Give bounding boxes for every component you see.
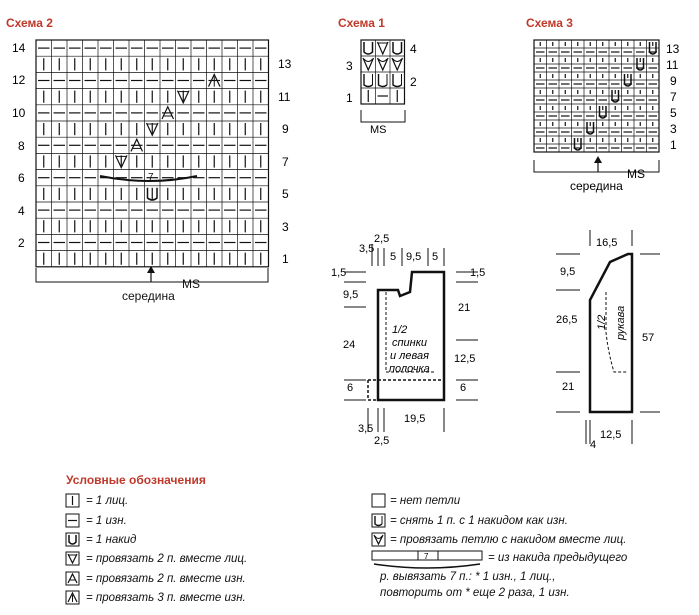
s1-row-2: 2 <box>410 75 417 89</box>
s2-row-13: 13 <box>278 57 292 71</box>
scheme2-grid <box>36 40 269 267</box>
sleeve-dim-top: 16,5 <box>596 237 618 249</box>
legend-p2tog-text: = провязать 2 п. вместе изн. <box>86 573 246 585</box>
s1-bracket <box>361 110 405 122</box>
s3-row-11: 11 <box>666 58 679 72</box>
s2-row-9: 9 <box>282 122 289 136</box>
s2-row-6: 6 <box>18 171 25 185</box>
legend-title: Условные обозначения <box>66 473 206 487</box>
legend-knit-text: = 1 лиц. <box>86 495 129 507</box>
scheme2-bracket <box>36 266 268 303</box>
s2-ms-label: MS <box>182 277 200 291</box>
scheme1-title: Схема 1 <box>338 16 385 30</box>
s3-row-1: 1 <box>670 138 677 152</box>
legend-special-line3: повторить от * еще 2 раза, 1 изн. <box>380 587 570 599</box>
s2-row-12: 12 <box>12 73 26 87</box>
sleeve-label-2: рукава <box>615 305 627 340</box>
legend-no-stitch-text: = нет петли <box>390 495 461 507</box>
back-dim-bottom-3-5: 3,5 <box>358 423 374 435</box>
s2-row-14: 14 <box>12 41 26 55</box>
s2-row-8: 8 <box>18 139 25 153</box>
back-dim-bottom-2-5: 2,5 <box>374 435 390 447</box>
back-dim-top-9-5: 9,5 <box>406 251 422 263</box>
sleeve-dim-left-26-5: 26,5 <box>556 314 578 326</box>
scheme3-grid <box>534 40 659 152</box>
legend-special-arc <box>374 564 480 568</box>
s2-row-1: 1 <box>282 252 289 266</box>
sleeve-label-1: 1/2 <box>596 314 608 330</box>
back-dim-left-24: 24 <box>343 339 356 351</box>
back-label-2: спинки <box>392 337 428 349</box>
legend-k2tog-text: = провязать 2 п. вместе лиц. <box>86 553 248 565</box>
back-label-3: и левая <box>390 350 429 362</box>
scheme2-row-labels-right <box>278 57 292 266</box>
sleeve-pattern <box>556 230 660 451</box>
s1-row-4: 4 <box>410 42 417 56</box>
s2-row-7: 7 <box>282 155 289 169</box>
legend-icons-right <box>372 494 385 546</box>
legend-icons-left <box>66 494 79 604</box>
scheme3-row-labels <box>666 42 680 152</box>
back-dim-top-5a: 5 <box>390 251 397 263</box>
sleeve-dim-left-9-5: 9,5 <box>560 266 576 278</box>
legend-slip-text: = снять 1 п. с 1 накидом как изн. <box>390 515 568 527</box>
sleeve-dim-bottom-4: 4 <box>590 439 597 451</box>
legend-empty-icon <box>372 494 385 507</box>
legend-special-num: 7 <box>424 552 429 561</box>
legend <box>66 494 628 604</box>
s3-row-5: 5 <box>670 106 677 120</box>
back-dim-bottom-19-5: 19,5 <box>404 413 426 425</box>
s1-ms-label: MS <box>370 124 387 136</box>
legend-purl-text: = 1 изн. <box>86 515 127 527</box>
s3-center-arrow-icon <box>594 156 602 163</box>
scheme1-grid <box>361 40 405 104</box>
s3-ms-label: MS <box>627 167 645 181</box>
legend-knit-yo-text: = провязать петлю с накидом вместе лиц. <box>390 534 627 546</box>
back-dim-left-6: 6 <box>347 382 354 394</box>
back-dim-left-9-5: 9,5 <box>343 289 359 301</box>
scheme2-title: Схема 2 <box>6 16 53 30</box>
s1-row-3: 3 <box>346 59 353 73</box>
s3-center-label: середина <box>570 179 623 193</box>
sleeve-dim-right-57: 57 <box>642 332 655 344</box>
back-label-1: 1/2 <box>392 324 408 336</box>
scheme2-row-labels-left <box>12 41 26 250</box>
back-dim-left-1-5: 1,5 <box>331 267 347 279</box>
s3-row-9: 9 <box>670 74 677 88</box>
s2-row-5: 5 <box>282 187 289 201</box>
back-dim-right-21: 21 <box>458 302 471 314</box>
s2-loop-count: 7 <box>148 172 154 183</box>
back-dim-top-2-5: 2,5 <box>374 233 390 245</box>
s1-row-1: 1 <box>346 91 353 105</box>
s2-row-4: 4 <box>18 204 25 218</box>
back-outline <box>378 272 444 400</box>
scheme3-title: Схема 3 <box>526 16 573 30</box>
s2-row-3: 3 <box>282 220 289 234</box>
s3-row-13: 13 <box>666 42 680 56</box>
back-front-pattern <box>331 233 485 447</box>
back-dim-right-1-5: 1,5 <box>470 267 486 279</box>
s3-row-7: 7 <box>670 90 677 104</box>
s2-row-2: 2 <box>18 236 25 250</box>
back-dim-right-6: 6 <box>460 382 467 394</box>
sleeve-dim-left-21: 21 <box>562 381 575 393</box>
s2-center-label: середина <box>122 289 175 303</box>
back-dim-right-12-5: 12,5 <box>454 353 476 365</box>
legend-yo-text: = 1 накид <box>86 534 137 546</box>
s3-row-3: 3 <box>670 122 677 136</box>
back-label-4: полочка <box>389 363 430 375</box>
s2-row-10: 10 <box>12 106 26 120</box>
legend-special-line2: р. вывязать 7 п.: * 1 изн., 1 лиц., <box>380 571 556 583</box>
legend-special-line1: = из накида предыдущего <box>488 552 628 564</box>
sleeve-dim-bottom-12-5: 12,5 <box>600 429 622 441</box>
back-dim-top-3-5: 3,5 <box>359 243 375 255</box>
s2-row-11: 11 <box>278 90 291 104</box>
legend-p3tog-text: = провязать 3 п. вместе изн. <box>86 592 246 604</box>
back-dim-top-5b: 5 <box>432 251 439 263</box>
